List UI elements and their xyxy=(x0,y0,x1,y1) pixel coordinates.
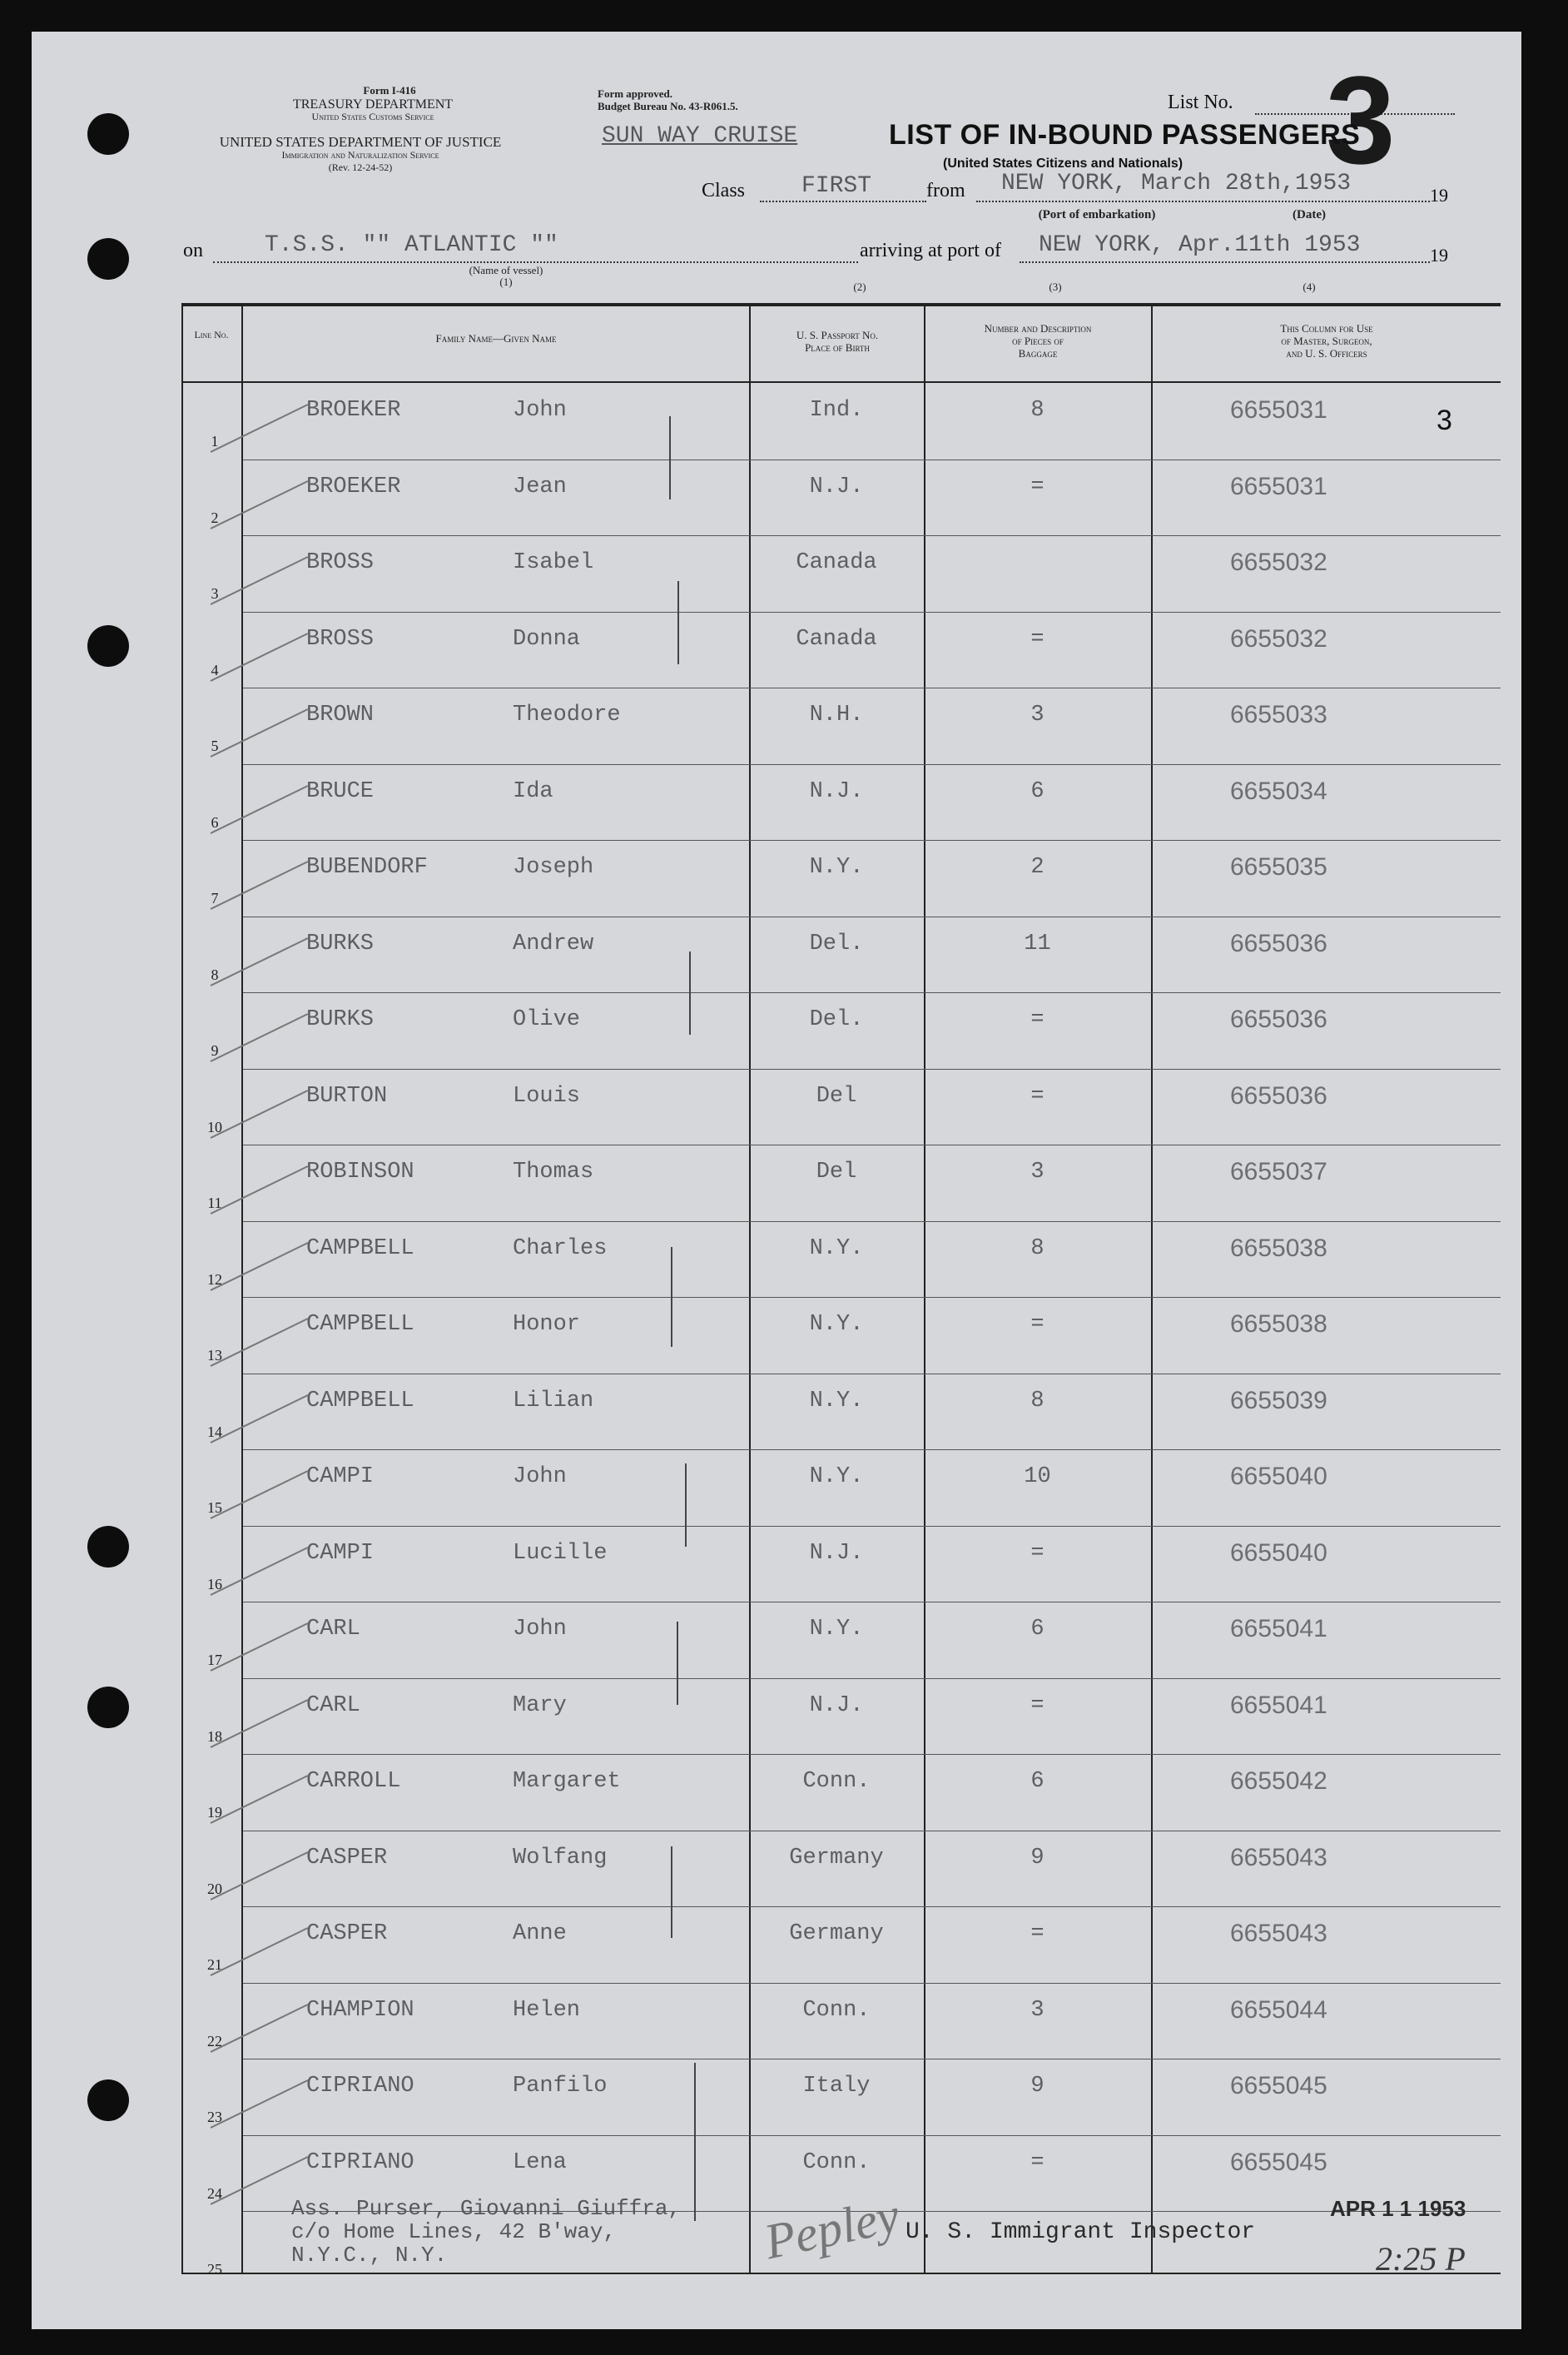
row-divider xyxy=(243,764,1501,765)
certificate-number: 6655040 xyxy=(1230,1463,1327,1490)
place-of-birth: Conn. xyxy=(802,1769,871,1794)
customs-service: United States Customs Service xyxy=(311,111,434,122)
col-num-4: (4) xyxy=(1303,281,1316,293)
manifest-page xyxy=(32,32,1521,2329)
row-divider xyxy=(243,840,1501,841)
check-mark xyxy=(211,1242,309,1291)
family-name: BROSS xyxy=(306,550,375,575)
baggage-count: 6 xyxy=(1030,1769,1045,1794)
family-bracket xyxy=(685,1463,687,1547)
certificate-number: 6655040 xyxy=(1230,1538,1327,1567)
inspector-signature: Pepley xyxy=(759,2187,905,2270)
family-bracket xyxy=(669,416,671,499)
class-value: FIRST xyxy=(801,173,872,199)
list-no-label: List No. xyxy=(1168,92,1233,113)
baggage-count: 3 xyxy=(1030,703,1045,728)
line-number: 6 xyxy=(211,813,219,831)
place-of-birth: N.Y. xyxy=(809,1312,864,1337)
baggage-count: 10 xyxy=(1024,1464,1051,1489)
check-mark xyxy=(211,708,309,758)
baggage-count: = xyxy=(1030,1007,1045,1032)
family-name: BROEKER xyxy=(306,398,401,423)
col-header-passport-1: U. S. Passport No. xyxy=(796,329,879,341)
family-name: ROBINSON xyxy=(306,1160,414,1185)
check-mark xyxy=(211,633,309,682)
check-mark xyxy=(211,1775,309,1824)
vessel-value: T.S.S. "" ATLANTIC "" xyxy=(265,232,558,258)
line-number: 10 xyxy=(207,1118,222,1135)
row-divider xyxy=(243,992,1501,993)
purser-line-2: c/o Home Lines, 42 B'way, xyxy=(291,2219,617,2244)
baggage-count: = xyxy=(1030,474,1045,499)
certificate-number: 6655044 xyxy=(1230,1995,1327,2024)
arriving-value: NEW YORK, Apr.11th 1953 xyxy=(1039,232,1361,258)
family-bracket xyxy=(671,1247,672,1347)
given-name: Andrew xyxy=(513,931,594,956)
place-of-birth: Germany xyxy=(789,1921,884,1946)
certificate-number: 6655034 xyxy=(1230,777,1327,805)
place-of-birth: N.Y. xyxy=(809,855,864,880)
certificate-number: 6655031 xyxy=(1230,472,1327,500)
family-name: BUBENDORF xyxy=(306,855,428,880)
baggage-count: 8 xyxy=(1030,398,1045,423)
class-label: Class xyxy=(702,180,746,201)
table-header-rule xyxy=(181,381,1501,383)
line-number: 4 xyxy=(211,661,219,678)
check-mark xyxy=(211,2004,309,2053)
certificate-number: 6655045 xyxy=(1230,2148,1327,2176)
family-name: CAMPBELL xyxy=(306,1235,414,1261)
punch-hole xyxy=(87,1687,129,1728)
baggage-count: = xyxy=(1030,2149,1045,2175)
place-of-birth: N.J. xyxy=(809,1540,864,1566)
certificate-number: 6655035 xyxy=(1230,853,1327,881)
row-divider xyxy=(243,1906,1501,1907)
family-name: CASPER xyxy=(306,1845,388,1871)
given-name: Wolfang xyxy=(513,1845,608,1871)
family-bracket xyxy=(677,1622,678,1705)
punch-hole xyxy=(87,113,129,155)
family-name: CASPER xyxy=(306,1921,388,1946)
on-label: on xyxy=(183,240,203,261)
line-number: 21 xyxy=(207,1956,222,1973)
certificate-number: 6655036 xyxy=(1230,929,1327,957)
row-divider xyxy=(243,535,1501,536)
baggage-count: 8 xyxy=(1030,1235,1045,1261)
given-name: Helen xyxy=(513,1997,581,2023)
place-of-birth: N.Y. xyxy=(809,1617,864,1642)
line-number: 14 xyxy=(207,1423,222,1440)
certificate-number: 6655032 xyxy=(1230,624,1327,653)
row-divider xyxy=(243,2135,1501,2136)
revision: (Rev. 12-24-52) xyxy=(328,161,393,173)
check-mark xyxy=(211,480,309,529)
row-divider xyxy=(243,1449,1501,1450)
certificate-number: 6655036 xyxy=(1230,1081,1327,1110)
given-name: Jean xyxy=(513,474,567,499)
vessel-caption-num: (1) xyxy=(499,276,513,288)
family-name: CIPRIANO xyxy=(306,2074,414,2099)
given-name: Joseph xyxy=(513,855,594,880)
line-number: 8 xyxy=(211,966,219,983)
place-of-birth: N.Y. xyxy=(809,1464,864,1489)
col-divider-officers xyxy=(1151,303,1153,2274)
col-header-officers-2: of Master, Surgeon, xyxy=(1281,335,1372,347)
family-name: BURTON xyxy=(306,1083,388,1109)
place-of-birth: Ind. xyxy=(809,398,864,423)
certificate-number: 6655038 xyxy=(1230,1310,1327,1338)
line-number: 23 xyxy=(207,2109,222,2125)
check-mark xyxy=(211,1394,309,1443)
check-mark xyxy=(211,556,309,605)
line-number: 18 xyxy=(207,1727,222,1745)
line-number: 7 xyxy=(211,890,219,907)
from-line xyxy=(976,201,1430,202)
baggage-count: = xyxy=(1030,1692,1045,1718)
vessel-line xyxy=(213,261,858,263)
given-name: Anne xyxy=(513,1921,567,1946)
table-top-rule xyxy=(181,303,1501,306)
baggage-count: = xyxy=(1030,1083,1045,1109)
check-mark xyxy=(211,1470,309,1519)
col-num-3: (3) xyxy=(1049,281,1062,293)
col-header-officers-3: and U. S. Officers xyxy=(1286,347,1367,360)
family-bracket xyxy=(671,1846,672,1938)
line-number: 19 xyxy=(207,1804,222,1821)
place-of-birth: Del xyxy=(816,1160,857,1185)
ins-service: Immigration and Naturalization Service xyxy=(281,149,439,161)
place-of-birth: Del. xyxy=(809,1007,864,1032)
certificate-number: 6655032 xyxy=(1230,549,1327,576)
place-of-birth: Canada xyxy=(796,626,877,652)
col-header-baggage-2: of Pieces of xyxy=(1012,335,1064,347)
col-header-baggage-1: Number and Description xyxy=(984,322,1092,335)
baggage-count: 3 xyxy=(1030,1997,1045,2023)
year-suffix: 19 xyxy=(1430,185,1448,206)
family-name: BURKS xyxy=(306,1007,375,1032)
treasury-department: TREASURY DEPARTMENT xyxy=(292,97,454,112)
certificate-number: 6655031 xyxy=(1230,396,1327,424)
row-divider xyxy=(243,1297,1501,1298)
baggage-count: = xyxy=(1030,1312,1045,1337)
line-number: 3 xyxy=(211,585,219,602)
punch-hole xyxy=(87,238,129,280)
family-name: CARL xyxy=(306,1692,360,1718)
col-divider-baggage xyxy=(924,303,925,2274)
line-number: 25 xyxy=(207,2261,222,2278)
certificate-number: 6655033 xyxy=(1230,701,1327,728)
row-divider xyxy=(243,1069,1501,1070)
family-bracket xyxy=(689,951,691,1035)
family-bracket xyxy=(694,2063,696,2221)
family-name: CIPRIANO xyxy=(306,2149,414,2175)
given-name: Donna xyxy=(513,626,581,652)
baggage-count: 9 xyxy=(1030,2074,1045,2099)
port-embarkation-caption: (Port of embarkation) xyxy=(1038,208,1156,221)
arriving-label: arriving at port of xyxy=(860,240,1001,261)
arriving-line xyxy=(1020,261,1430,263)
given-name: Panfilo xyxy=(513,2074,608,2099)
given-name: Lucille xyxy=(513,1540,608,1566)
check-mark xyxy=(211,1165,309,1215)
given-name: Theodore xyxy=(513,703,621,728)
vessel-caption: (Name of vessel) xyxy=(469,264,543,276)
col-divider-passport xyxy=(749,303,751,2274)
baggage-count: = xyxy=(1030,1921,1045,1946)
given-name: Thomas xyxy=(513,1160,594,1185)
check-mark xyxy=(211,861,309,910)
baggage-count: 6 xyxy=(1030,1617,1045,1642)
certificate-number: 6655043 xyxy=(1230,1843,1327,1871)
col-divider-line xyxy=(181,303,183,2274)
given-name: Mary xyxy=(513,1692,567,1718)
line-number: 11 xyxy=(207,1195,222,1211)
place-of-birth: Conn. xyxy=(802,1997,871,2023)
given-name: Louis xyxy=(513,1083,581,1109)
check-mark xyxy=(211,1622,309,1672)
given-name: Lena xyxy=(513,2149,567,2175)
given-name: Ida xyxy=(513,778,553,804)
row1-mark: 3 xyxy=(1437,405,1452,436)
row-divider xyxy=(243,1754,1501,1755)
purser-line-1: Ass. Purser, Giovanni Giuffra, xyxy=(291,2196,682,2221)
page-subtitle: (United States Citizens and Nationals) xyxy=(943,157,1183,171)
baggage-count: = xyxy=(1030,1540,1045,1566)
baggage-count: 8 xyxy=(1030,1388,1045,1413)
check-mark xyxy=(211,937,309,986)
family-name: CAMPBELL xyxy=(306,1388,414,1413)
check-mark xyxy=(211,1927,309,1976)
check-mark xyxy=(211,1013,309,1062)
table-bottom-rule xyxy=(181,2273,1501,2274)
col-num-2: (2) xyxy=(853,281,866,293)
check-mark xyxy=(211,1699,309,1748)
check-mark xyxy=(211,785,309,834)
justice-department: UNITED STATES DEPARTMENT OF JUSTICE xyxy=(219,134,502,150)
family-name: BROEKER xyxy=(306,474,401,499)
certificate-number: 6655045 xyxy=(1230,2072,1327,2099)
place-of-birth: Germany xyxy=(789,1845,884,1871)
row-divider xyxy=(243,1983,1501,1984)
col-header-baggage-3: Baggage xyxy=(1018,347,1058,360)
punch-hole xyxy=(87,2079,129,2121)
from-value: NEW YORK, March 28th,1953 xyxy=(1001,171,1352,196)
col-header-line-no: Line No. xyxy=(194,329,229,340)
row-divider xyxy=(243,612,1501,613)
given-name: John xyxy=(513,398,567,423)
given-name: Isabel xyxy=(513,550,594,575)
baggage-count: 2 xyxy=(1030,855,1045,880)
place-of-birth: Del. xyxy=(809,931,864,956)
page-title: LIST OF IN-BOUND PASSENGERS xyxy=(889,119,1361,151)
form-approved: Form approved. xyxy=(598,87,673,100)
certificate-number: 6655042 xyxy=(1230,1767,1327,1795)
given-name: Lilian xyxy=(513,1388,594,1413)
row-divider xyxy=(243,1221,1501,1222)
line-number: 16 xyxy=(207,1575,222,1592)
inspector-label: U. S. Immigrant Inspector xyxy=(906,2219,1256,2245)
line-number: 5 xyxy=(211,738,219,754)
year-suffix-2: 19 xyxy=(1430,245,1448,266)
certificate-number: 6655038 xyxy=(1230,1234,1327,1262)
line-number: 9 xyxy=(211,1042,219,1059)
family-bracket xyxy=(677,581,679,664)
class-line xyxy=(760,201,926,202)
purser-line-3: N.Y.C., N.Y. xyxy=(291,2243,448,2268)
line-number: 24 xyxy=(207,2184,222,2202)
check-mark xyxy=(211,1318,309,1367)
place-of-birth: N.Y. xyxy=(809,1235,864,1261)
family-name: CHAMPION xyxy=(306,1997,414,2023)
family-name: CARROLL xyxy=(306,1769,401,1794)
row-divider xyxy=(243,1526,1501,1527)
check-mark xyxy=(211,404,309,453)
family-name: CAMPI xyxy=(306,1464,375,1489)
date-stamp: APR 1 1 1953 xyxy=(1330,2196,1466,2221)
budget-bureau: Budget Bureau No. 43-R061.5. xyxy=(598,100,738,112)
line-number: 20 xyxy=(207,1880,222,1897)
family-name: CARL xyxy=(306,1617,360,1642)
certificate-number: 6655043 xyxy=(1230,1920,1327,1947)
row-divider xyxy=(243,1678,1501,1679)
given-name: John xyxy=(513,1464,567,1489)
line-number: 22 xyxy=(207,2032,222,2049)
family-name: BROSS xyxy=(306,626,375,652)
given-name: Olive xyxy=(513,1007,581,1032)
form-number: Form I-416 xyxy=(363,84,416,97)
place-of-birth: N.H. xyxy=(809,703,864,728)
family-name: BURKS xyxy=(306,931,375,956)
line-number: 12 xyxy=(207,1270,222,1288)
from-label: from xyxy=(926,180,965,201)
date-caption: (Date) xyxy=(1293,208,1326,221)
certificate-number: 6655039 xyxy=(1230,1386,1327,1414)
cruise-name: SUN WAY CRUISE xyxy=(602,123,798,149)
given-name: Margaret xyxy=(513,1769,621,1794)
list-no-value: 3 xyxy=(1326,50,1396,190)
check-mark xyxy=(211,2079,309,2129)
certificate-number: 6655037 xyxy=(1230,1158,1327,1185)
baggage-count: 9 xyxy=(1030,1845,1045,1871)
check-mark xyxy=(211,1851,309,1900)
time-note: 2:25 P xyxy=(1376,2240,1466,2278)
line-number: 2 xyxy=(211,509,219,526)
baggage-count: 11 xyxy=(1024,931,1051,956)
family-name: CAMPI xyxy=(306,1540,375,1566)
certificate-number: 6655041 xyxy=(1230,1615,1327,1642)
place-of-birth: Del xyxy=(816,1083,857,1109)
baggage-count: 6 xyxy=(1030,778,1045,804)
given-name: John xyxy=(513,1617,567,1642)
line-number: 17 xyxy=(207,1652,222,1668)
line-number: 13 xyxy=(207,1347,222,1364)
certificate-number: 6655041 xyxy=(1230,1691,1327,1719)
check-mark xyxy=(211,1547,309,1596)
family-name: CAMPBELL xyxy=(306,1312,414,1337)
punch-hole xyxy=(87,1526,129,1568)
check-mark xyxy=(211,1090,309,1139)
given-name: Honor xyxy=(513,1312,581,1337)
col-divider-name xyxy=(241,303,243,2274)
place-of-birth: N.Y. xyxy=(809,1388,864,1413)
line-number: 15 xyxy=(207,1499,222,1516)
place-of-birth: N.J. xyxy=(809,778,864,804)
col-header-name: Family Name—Given Name xyxy=(435,332,557,345)
family-name: BROWN xyxy=(306,703,375,728)
col-header-passport-2: Place of Birth xyxy=(805,341,870,354)
family-name: BRUCE xyxy=(306,778,375,804)
place-of-birth: Conn. xyxy=(802,2149,871,2175)
line-number: 1 xyxy=(211,433,219,450)
certificate-number: 6655036 xyxy=(1230,1006,1327,1033)
baggage-count: 3 xyxy=(1030,1160,1045,1185)
given-name: Charles xyxy=(513,1235,608,1261)
punch-hole xyxy=(87,625,129,667)
place-of-birth: Canada xyxy=(796,550,877,575)
col-header-officers-1: This Column for Use xyxy=(1280,322,1373,335)
place-of-birth: N.J. xyxy=(809,474,864,499)
place-of-birth: N.J. xyxy=(809,1692,864,1718)
place-of-birth: Italy xyxy=(802,2074,871,2099)
baggage-count: = xyxy=(1030,626,1045,652)
